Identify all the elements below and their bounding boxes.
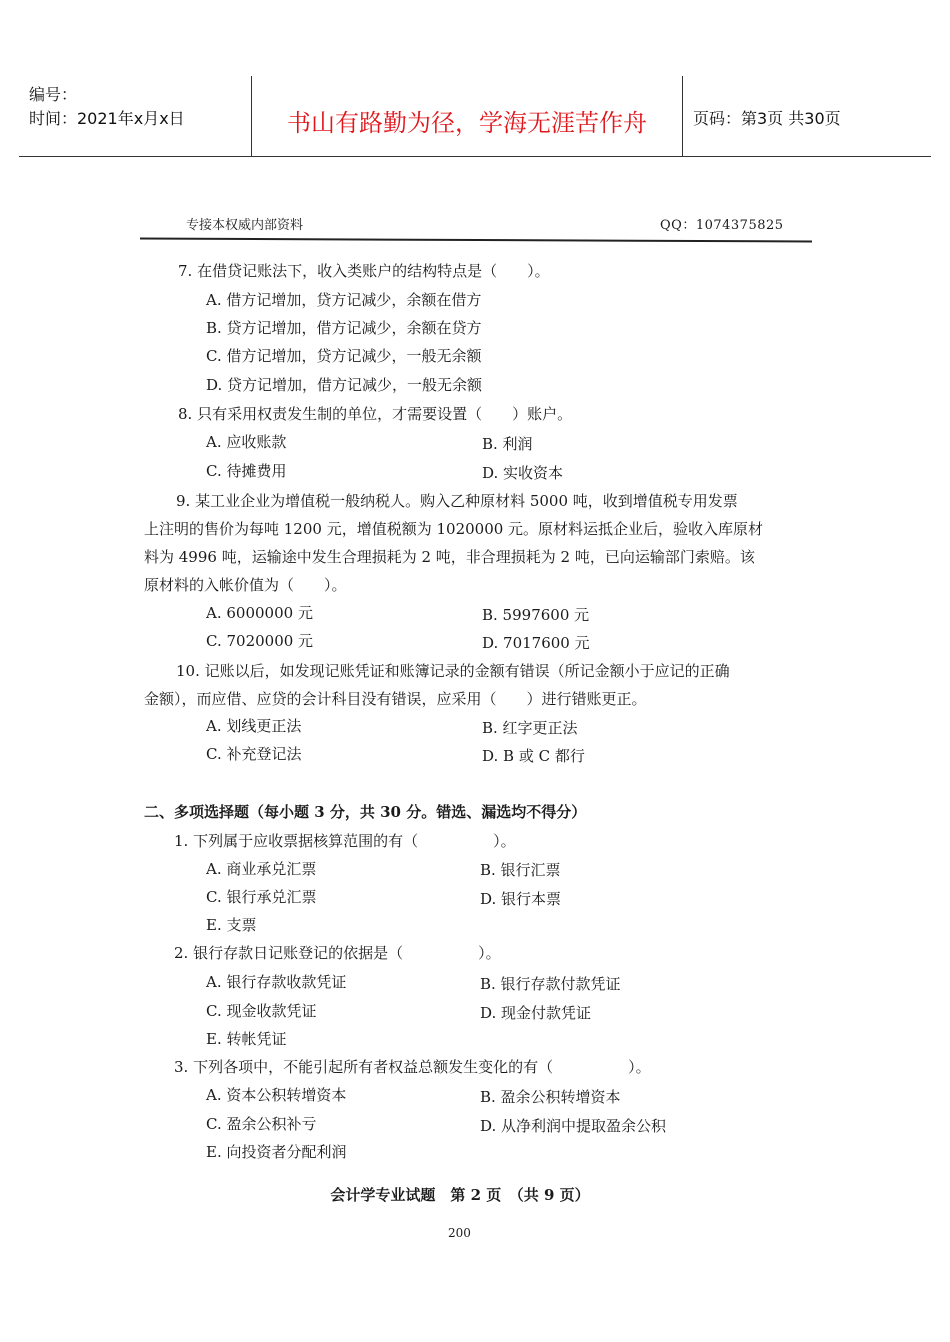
header-page-cell bbox=[683, 76, 931, 156]
q8-option-d: D. 实收资本 bbox=[482, 464, 564, 482]
q7-option-c: C. 借方记增加，贷方记减少，一般无余额 bbox=[206, 347, 482, 365]
question-8: 8. 只有采用权责发生制的单位，才需要设置（ ）账户。 bbox=[178, 405, 573, 423]
mc-question-3: 3. 下列各项中，不能引起所有者权益总额发生变化的有（ ）。 bbox=[174, 1058, 651, 1076]
q7-option-b: B. 贷方记增加，借方记减少，余额在贷方 bbox=[206, 319, 482, 337]
q8-option-a: A. 应收账款 bbox=[206, 433, 287, 451]
scanned-exam-page bbox=[140, 200, 820, 1260]
q8-option-c: C. 待摊费用 bbox=[206, 462, 287, 480]
q8-option-b: B. 利润 bbox=[482, 435, 533, 453]
mc1-option-c: C. 银行承兑汇票 bbox=[206, 888, 317, 906]
header-meta-cell bbox=[19, 76, 252, 156]
mc2-option-e: E. 转帐凭证 bbox=[206, 1030, 287, 1048]
q9-option-c: C. 7020000 元 bbox=[206, 632, 314, 650]
document-header bbox=[19, 76, 931, 157]
header-rule bbox=[140, 238, 812, 243]
question-9-line-1: 9. 某工业企业为增值税一般纳税人。购入乙种原材料 5000 吨，收到增值税专用发票 bbox=[176, 492, 738, 510]
mc1-option-b: B. 银行汇票 bbox=[480, 861, 561, 879]
mc2-option-d: D. 现金付款凭证 bbox=[480, 1004, 592, 1022]
mc3-option-b: B. 盈余公积转增资本 bbox=[480, 1088, 621, 1106]
question-10-line-2: 金额），而应借、应贷的会计科目没有错误，应采用（ ）进行错账更正。 bbox=[144, 690, 647, 708]
q9-option-b: B. 5997600 元 bbox=[482, 606, 590, 624]
section-2-heading: 二、多项选择题（每小题 3 分，共 30 分。错选、漏选均不得分） bbox=[144, 803, 587, 821]
exam-footer: 会计学专业试题 第 2 页 （共 9 页） bbox=[330, 1186, 590, 1204]
question-9-line-4: 原材料的入帐价值为（ ）。 bbox=[144, 576, 347, 594]
running-header-right: QQ：1074375825 bbox=[660, 218, 784, 233]
q10-option-a: A. 划线更正法 bbox=[206, 717, 302, 735]
q10-option-d: D. B 或 C 都行 bbox=[482, 747, 585, 765]
mc1-option-a: A. 商业承兑汇票 bbox=[206, 860, 317, 878]
q9-option-d: D. 7017600 元 bbox=[482, 634, 590, 652]
mc3-option-c: C. 盈余公积补亏 bbox=[206, 1115, 317, 1133]
mc3-option-a: A. 资本公积转增资本 bbox=[206, 1086, 347, 1104]
mc2-option-b: B. 银行存款付款凭证 bbox=[480, 975, 621, 993]
mc1-option-e: E. 支票 bbox=[206, 916, 257, 934]
q7-option-d: D. 贷方记增加，借方记减少，一般无余额 bbox=[206, 376, 483, 394]
q7-option-a: A. 借方记增加，贷方记减少，余额在借方 bbox=[206, 291, 482, 309]
mc-question-2: 2. 银行存款日记账登记的依据是（ ）。 bbox=[174, 944, 501, 962]
mc3-option-d: D. 从净利润中提取盈余公积 bbox=[480, 1117, 667, 1135]
q10-option-b: B. 红字更正法 bbox=[482, 719, 578, 737]
motto: 书山有路勤为径，学海无涯苦作舟 bbox=[287, 109, 647, 137]
page-number: 200 bbox=[448, 1226, 471, 1240]
mc3-option-e: E. 向投资者分配利润 bbox=[206, 1143, 347, 1161]
mc2-option-a: A. 银行存款收款凭证 bbox=[206, 973, 347, 991]
q9-option-a: A. 6000000 元 bbox=[206, 604, 313, 622]
number-label: 编号： bbox=[29, 85, 78, 104]
q10-option-c: C. 补充登记法 bbox=[206, 745, 302, 763]
mc-question-1: 1. 下列属于应收票据核算范围的有（ ）。 bbox=[174, 832, 516, 850]
question-7: 7. 在借贷记账法下，收入类账户的结构特点是（ ）。 bbox=[178, 262, 550, 280]
mc2-option-c: C. 现金收款凭证 bbox=[206, 1002, 317, 1020]
question-9-line-2: 上注明的售价为每吨 1200 元，增值税额为 1020000 元。原材料运抵企业后，验收入库原材 bbox=[144, 520, 764, 538]
page-info: 页码：第3页 共30页 bbox=[693, 109, 841, 128]
header-motto-cell bbox=[252, 76, 683, 156]
mc1-option-d: D. 银行本票 bbox=[480, 890, 562, 908]
question-9-line-3: 料为 4996 吨，运输途中发生合理损耗为 2 吨，非合理损耗为 2 吨，已向运输部门索赔。该 bbox=[144, 548, 755, 566]
question-10-line-1: 10. 记账以后，如发现记账凭证和账簿记录的金额有错误（所记金额小于应记的正确 bbox=[176, 662, 730, 680]
running-header-left: 专接本权威内部资料 bbox=[186, 218, 304, 233]
time-label: 时间：2021年x月x日 bbox=[29, 109, 185, 128]
